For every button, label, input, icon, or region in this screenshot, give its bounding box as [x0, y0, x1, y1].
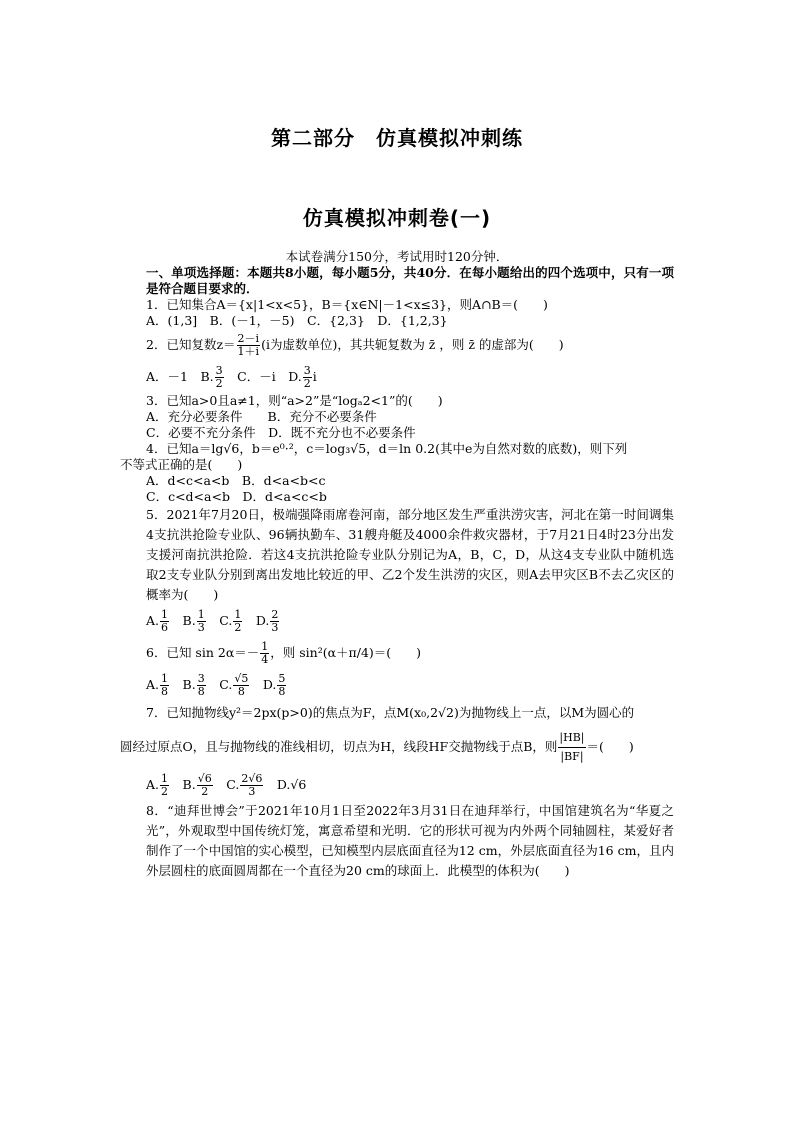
q5-option-label: A.	[146, 613, 160, 628]
q5-option-den: 2	[234, 621, 242, 634]
q6-fraction	[260, 641, 269, 666]
q6-option-fraction	[277, 673, 286, 698]
part-title: 第二部分 仿真模拟冲刺练	[271, 126, 523, 150]
q5-option-den: 6	[161, 621, 169, 634]
q2-opt-d-num: 3	[303, 364, 311, 377]
q7-stem-2a: 圆经过原点O，且与抛物线的准线相切，切点为H，线段HF交抛物线于点B，则	[120, 739, 558, 754]
q7-option-fraction	[197, 773, 213, 798]
q5-option-num: 2	[271, 608, 279, 621]
q5-option-fraction	[197, 609, 206, 634]
q5-option-label: D.	[255, 613, 270, 628]
q6-option-label: A.	[146, 677, 160, 692]
q5-option-num: 1	[234, 608, 242, 621]
q2-stem-a: 2．已知复数z＝	[146, 337, 236, 352]
q4-options-2: C．c<d<a<b D．d<a<c<b	[146, 489, 327, 504]
q5-option-label: B.	[182, 613, 196, 628]
q2-opt-b-num: 3	[215, 364, 223, 377]
q6-option-den: 8	[197, 685, 205, 698]
q2-opt-b-den: 2	[215, 377, 223, 390]
q7-stem-2	[120, 725, 674, 769]
q2-opt-a: A．－1 B.	[146, 369, 214, 384]
q7-frac-den: |BF|	[560, 750, 584, 763]
q7-option-fraction	[160, 773, 169, 798]
q5-options	[120, 605, 674, 637]
paper-title: 仿真模拟冲刺卷(一)	[302, 206, 492, 230]
q5-option-num: 1	[197, 608, 205, 621]
q7-option-den: 2	[161, 785, 169, 798]
q4-stem-2: 不等式正确的是( )	[120, 457, 243, 472]
q7-option-label: B.	[182, 777, 196, 792]
q7-option-value: √6	[290, 777, 307, 792]
q6-option-den: 8	[161, 685, 169, 698]
q5-option-num: 1	[161, 608, 169, 621]
q7-option-num: 2√6	[241, 772, 263, 785]
q7-option-fraction	[240, 773, 263, 798]
q2-opt-b-frac	[215, 365, 224, 390]
q6-option-den: 8	[278, 685, 286, 698]
q4-stem-1: 4．已知a＝lg√6，b＝e⁰·²，c＝log₃√5，d＝ln 0.2(其中e为自然对数的底数)，则下列	[146, 441, 628, 456]
q2-stem-b: (i为虚数单位)，其共轭复数为 z̄ ，则 z̄ 的虚部为( )	[261, 337, 564, 352]
q6-option-label: D.	[262, 677, 277, 692]
q6-option-num: 1	[161, 672, 169, 685]
q3-stem: 3．已知a>0且a≠1，则“a>2”是“logₐ2<1”的( )	[146, 393, 443, 408]
q1-options: A．(1,3] B．(－1，－5) C．{2,3} D．{1,2,3}	[146, 313, 448, 328]
q6-option-fraction	[233, 673, 249, 698]
q5-option-fraction	[160, 609, 169, 634]
q2-fraction	[237, 333, 261, 358]
q7-frac-num: |HB|	[558, 729, 585, 748]
q6-option-fraction	[160, 673, 169, 698]
q2-opt-d-suffix: i	[312, 369, 317, 384]
q7-option-den: 3	[248, 785, 256, 798]
q5-option-label: C.	[219, 613, 233, 628]
q2-options	[120, 361, 674, 393]
q2-stem	[120, 329, 674, 361]
q2-opt-d-frac	[303, 365, 312, 390]
q3-options-2: C．必要不充分条件 D．既不充分也不必要条件	[146, 425, 416, 440]
q7-options	[120, 769, 674, 801]
q6-option-label: C.	[219, 677, 233, 692]
q1-stem: 1．已知集合A＝{x|1<x<5}，B＝{x∈N|－1<x≤3}，则A∩B＝( )	[146, 297, 548, 312]
q2-frac-den: 1＋i	[237, 345, 260, 358]
q7-option-num: √6	[197, 772, 212, 785]
q6-stem-b: ，则 sin²(α＋π/4)＝( )	[270, 645, 422, 660]
q7-fraction	[558, 729, 585, 766]
q7-option-num: 1	[161, 772, 169, 785]
q6-options	[120, 669, 674, 701]
q7-option-label: A.	[146, 777, 160, 792]
q6-stem-a: 6．已知 sin 2α＝－	[146, 645, 260, 660]
q6-frac-den: 4	[261, 653, 269, 666]
q6-option-num: √5	[234, 672, 249, 685]
section-heading: 一、单项选择题：本题共8小题，每小题5分，共40分．在每小题给出的四个选项中，只有一项是符合题目要求的．	[146, 265, 674, 296]
q6-stem	[120, 637, 674, 669]
q2-frac-num: 2－i	[237, 332, 260, 345]
q6-option-fraction	[197, 673, 206, 698]
q6-option-num: 3	[197, 672, 205, 685]
q4-options-1: A．d<c<a<b B．d<a<b<c	[146, 473, 326, 488]
q5-stem: 5．2021年7月20日，极端强降雨席卷河南，部分地区发生严重洪涝灾害，河北在第一时间调集4支抗洪抢险专业队、96辆执勤车、31艘舟艇及4000余件救灾器材，于7月21日4时23分出发支援河南抗洪抢险．若这4支抗洪抢险专业队分别记为A，B，C，D，从这4支专业队中随机选取2支专业队分别到离出发地比较近的甲、乙2个发生洪涝的灾区，则A去甲灾区B不去乙灾区的概率为( )	[146, 507, 674, 602]
q6-option-den: 8	[237, 685, 245, 698]
q5-option-fraction	[270, 609, 279, 634]
q2-opt-c: C．－i D.	[224, 369, 302, 384]
q7-option-label: D.	[276, 777, 291, 792]
q5-option-fraction	[233, 609, 242, 634]
q5-option-den: 3	[271, 621, 279, 634]
q3-options-1: A．充分必要条件 B．充分不必要条件	[146, 409, 377, 424]
q8-stem: 8．“迪拜世博会”于2021年10月1日至2022年3月31日在迪拜举行，中国馆建筑名为“华夏之光”，外观取型中国传统灯笼，寓意希望和光明．它的形状可视为内外两个同轴圆柱，某爱好者制作了一个中国馆的实心模型，已知模型内层底面直径为12 cm，外层底面直径为16 cm，且内外层圆柱的底面圆周都在一个直径为20 cm的球面上．此模型的体积为( )	[146, 803, 674, 878]
q6-option-label: B.	[182, 677, 196, 692]
q7-option-label: C.	[226, 777, 240, 792]
question-body	[120, 249, 674, 881]
exam-intro: 本试卷满分150分，考试用时120分钟．	[285, 249, 509, 264]
q2-opt-d-den: 2	[303, 377, 311, 390]
q6-frac-num: 1	[261, 640, 269, 653]
q7-stem-2b: ＝( )	[586, 739, 634, 754]
q7-option-den: 2	[201, 785, 209, 798]
q5-option-den: 3	[197, 621, 205, 634]
q6-option-num: 5	[278, 672, 286, 685]
q7-stem-1: 7．已知抛物线y²＝2px(p>0)的焦点为F，点M(x₀,2√2)为抛物线上一点，以M为圆心的	[146, 705, 635, 720]
